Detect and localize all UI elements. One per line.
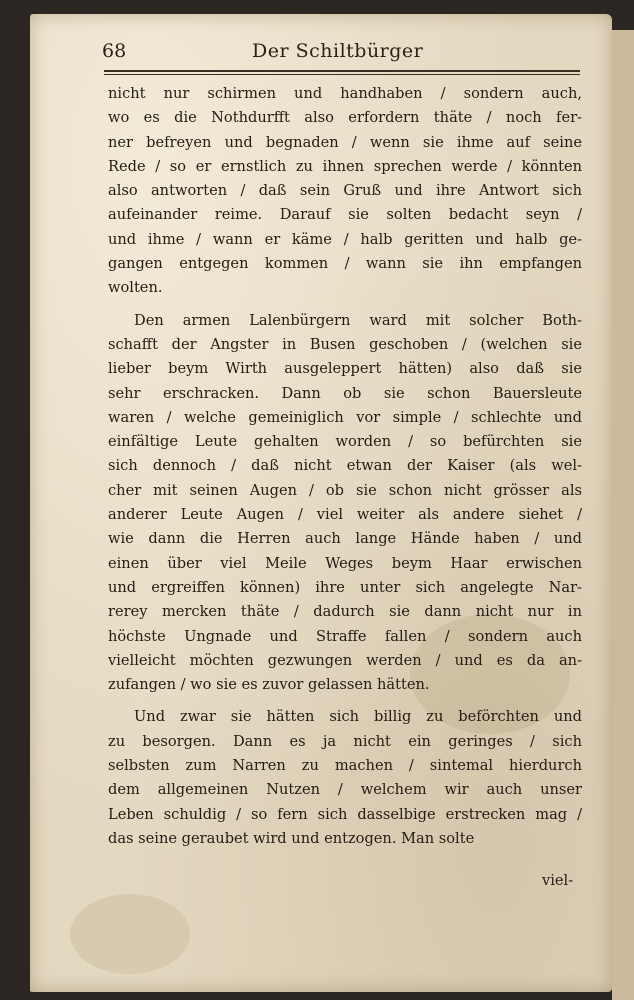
text-line: einen über viel Meile Weges beym Haar erwischen [108,554,582,572]
text-line: Den armen Lalenbürgern ward mit solcher Both- [134,311,582,329]
text-line: und ihme / wann er käme / halb geritten und halb ge- [108,230,582,248]
text-line: wie dann die Herren auch lange Hände haben / und [108,530,582,548]
body-text [108,82,582,851]
text-line: wolten. [108,279,163,297]
text-line: aufeinander reime. Darauf sie solten bedacht seyn / [108,206,582,224]
paragraph [108,309,582,698]
text-line: einfältige Leute gehalten worden / so befürchten sie [108,433,582,451]
paragraph [108,82,582,301]
text-line: vielleicht möchten gezwungen werden / und es da an- [108,651,582,669]
text-line: nicht nur schirmen und handhaben / sondern auch, [108,85,582,102]
header-rule [104,70,580,72]
text-line: cher mit seinen Augen / ob sie schon nicht grösser als [108,481,582,499]
text-line: selbsten zum Narren zu machen / sintemal hierdurch [108,757,582,775]
text-line: und ergreiffen können) ihre unter sich angelegte Nar- [108,578,582,596]
text-line: wo es die Nothdurfft also erfordern thäte / noch fer- [108,109,582,127]
catchword: viel- [542,872,574,889]
paragraph-gap [108,301,582,309]
text-line: also antworten / daß sein Gruß und ihre Antwort sich [108,182,582,200]
text-line: ner befreyen und begnaden / wenn sie ihme auf seine [108,133,582,151]
text-line: gangen entgegen kommen / wann sie ihn empfangen [108,255,582,273]
page-number: 68 [102,40,127,62]
text-line: Rede / so er ernstlich zu ihnen sprechen werde / könnten [108,157,582,175]
adjacent-page-edge [612,30,634,1000]
paragraph-gap [108,697,582,705]
text-line: schafft der Angster in Busen geschoben / (welchen sie [108,335,582,353]
running-head: Der Schiltbürger [252,40,424,62]
text-line: anderer Leute Augen / viel weiter als andere siehet / [108,506,582,524]
text-line: zufangen / wo sie es zuvor gelassen hätten. [108,676,430,694]
paragraph [108,705,582,851]
header-rule-thin [104,74,580,75]
paper-stain [70,894,190,974]
text-line: dem allgemeinen Nutzen / welchem wir auch unser [108,781,582,799]
text-line: zu besorgen. Dann es ja nicht ein geringes / sich [108,732,582,750]
text-line: höchste Ungnade und Straffe fallen / sondern auch [108,627,582,645]
text-line: Leben schuldig / so fern sich dasselbige erstrecken mag / [108,805,582,823]
book-page [30,14,612,992]
text-line: das seine geraubet wird und entzogen. Man solte [108,829,475,847]
text-line: waren / welche gemeiniglich vor simple / schlechte und [108,408,582,426]
text-line: rerey mercken thäte / dadurch sie dann nicht nur in [108,603,582,621]
text-line: lieber beym Wirth ausgeleppert hätten) also daß sie [108,360,582,378]
text-line: Und zwar sie hätten sich billig zu beförchten und [134,708,582,726]
text-line: sich dennoch / daß nicht etwan der Kaiser (als wel- [108,457,582,475]
text-line: sehr erschracken. Dann ob sie schon Bauersleute [108,384,582,402]
